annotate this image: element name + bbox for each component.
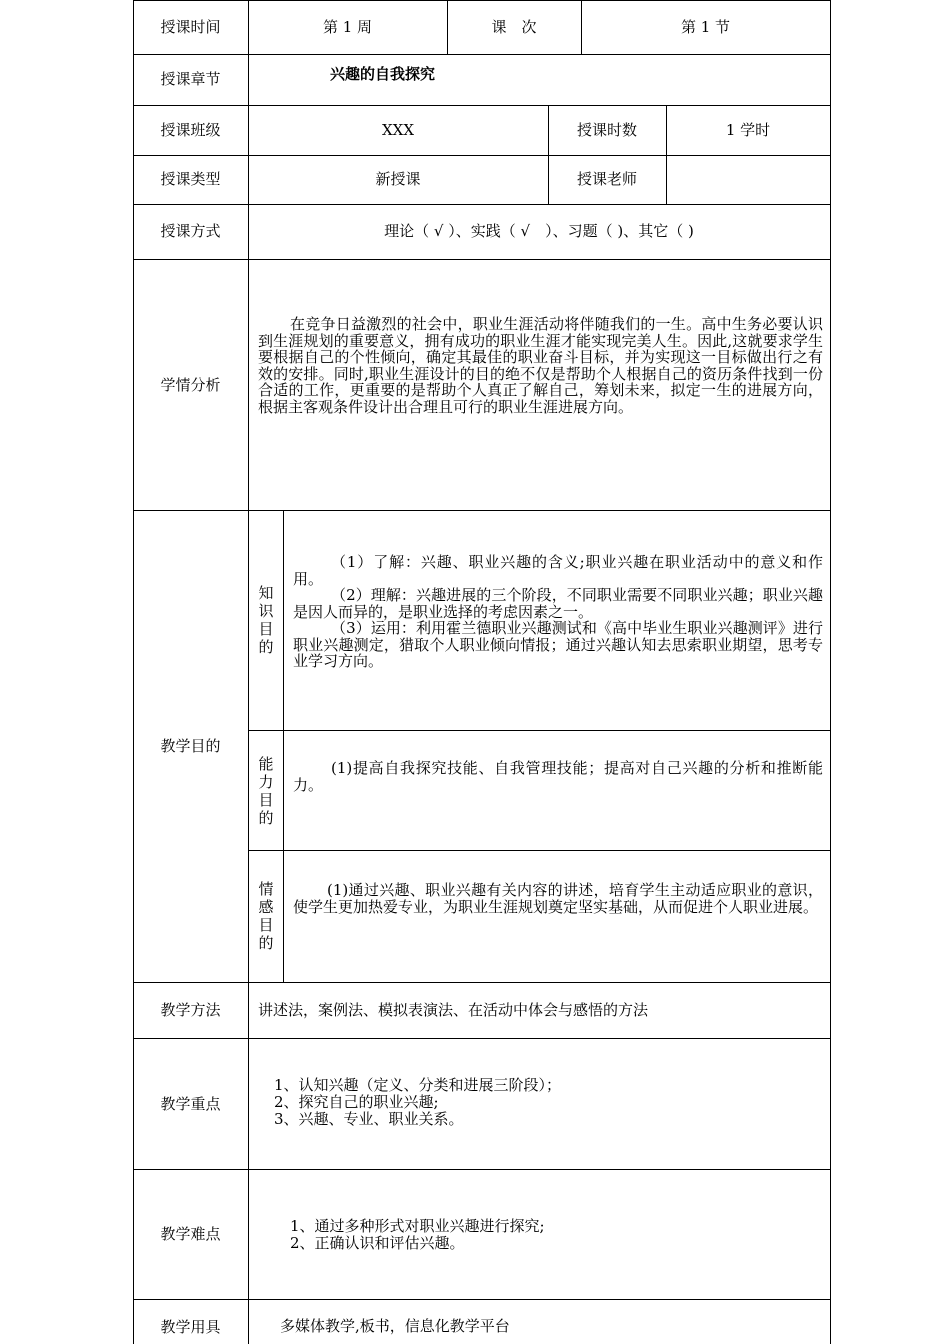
sublabel-column-divider xyxy=(283,510,284,982)
table-border-left xyxy=(133,0,134,1344)
session-value: 第 1 节 xyxy=(680,18,731,36)
type-value: 新授课 xyxy=(375,170,421,188)
row-divider xyxy=(133,54,831,55)
key-point-item: 3、兴趣、专业、职业关系。 xyxy=(274,1110,464,1128)
label-goals: 教学目的 xyxy=(160,737,221,755)
cell-divider xyxy=(666,105,667,204)
label-type: 授课类型 xyxy=(160,170,221,188)
knowledge-goal-label: 知 识 目 的 xyxy=(258,584,274,656)
emotion-goal-label: 情 感 目 的 xyxy=(258,880,274,952)
tools-value: 多媒体教学,板书，信息化教学平台 xyxy=(280,1317,510,1335)
row-divider xyxy=(133,204,831,205)
knowledge-goal-item: （3）运用：利用霍兰德职业兴趣测试和《高中毕业生职业兴趣测评》进行职业兴趣测定，猎取个人职业倾向情报；通过兴趣认知去思索职业期望，思考专业学习方向。 xyxy=(293,619,823,670)
difficulties-list xyxy=(290,1218,545,1252)
key-point-item: 2、探究自己的职业兴趣; xyxy=(274,1093,439,1111)
difficulty-item: 2、正确认识和评估兴趣。 xyxy=(290,1234,465,1252)
analysis-text: 在竞争日益激烈的社会中，职业生涯活动将伴随我们的一生。高中生务必要认识到生涯规划的重要意义，拥有成功的职业生涯才能实现完美人生。因此,这就要求学生要根据自己的个性倾向，确定其最佳的职业奋斗目标，并为实现这一目标做出行之有效的安排。同时,职业生涯设计的目的绝不仅是帮助个人根据自己的资历条件找到一份合适的工作，更重要的是帮助个人真正了解自己，筹划未来，拟定一生的进展方向，根据主客观条件设计出合理且可行的职业生涯进展方向。 xyxy=(258,315,823,416)
row-divider xyxy=(133,982,831,983)
label-teach-method: 教学方法 xyxy=(160,1001,221,1019)
label-hours: 授课时数 xyxy=(576,121,637,139)
row-divider xyxy=(133,259,831,260)
ability-goal-label: 能 力 目 的 xyxy=(258,755,274,827)
row-divider xyxy=(133,105,831,106)
teach-method-value: 讲述法，案例法、模拟表演法、在活动中体会与感悟的方法 xyxy=(258,1001,649,1019)
row-divider xyxy=(133,1038,831,1039)
label-chapter: 授课章节 xyxy=(160,70,221,88)
knowledge-goal-item: （1）了解：兴趣、职业兴趣的含义;职业兴趣在职业活动中的意义和作用。 xyxy=(293,553,823,588)
table-border-top xyxy=(133,0,831,1)
emotion-goal-text: (1)通过兴趣、职业兴趣有关内容的讲述，培育学生主动适应职业的意识，使学生更加热爱专业，为职业生涯规划奠定坚实基础，从而促进个人职业进展。 xyxy=(293,881,823,916)
label-method: 授课方式 xyxy=(160,222,221,240)
row-divider xyxy=(133,155,831,156)
row-divider xyxy=(133,1299,831,1300)
row-divider xyxy=(248,730,831,731)
label-session: 课 次 xyxy=(491,18,537,36)
row-divider xyxy=(133,1169,831,1170)
week-value: 第 1 周 xyxy=(322,18,373,36)
key-point-item: 1、认知兴趣（定义、分类和进展三阶段）； xyxy=(274,1076,562,1094)
row-divider xyxy=(133,510,831,511)
method-value: 理论（ √ ）、实践（ √ ）、习题（ )、其它（ ) xyxy=(384,222,694,240)
knowledge-goal-item: （2）理解：兴趣进展的三个阶段，不同职业需要不同职业兴趣；职业兴趣是因人而异的，是职业选择的考虑因素之一。 xyxy=(293,586,823,621)
label-class: 授课班级 xyxy=(160,121,221,139)
table-border-right xyxy=(830,0,831,1344)
chapter-title: 兴趣的自我探究 xyxy=(330,65,436,83)
ability-goal-text: (1)提高自我探究技能、自我管理技能；提高对自己兴趣的分析和推断能力。 xyxy=(293,759,823,794)
label-time: 授课时间 xyxy=(160,18,221,36)
label-difficulties: 教学难点 xyxy=(160,1225,221,1243)
hours-value: 1 学时 xyxy=(725,121,771,139)
label-teacher: 授课老师 xyxy=(576,170,637,188)
knowledge-goal-list xyxy=(293,554,823,670)
label-key-points: 教学重点 xyxy=(160,1095,221,1113)
cell-divider xyxy=(548,105,549,204)
label-column-divider xyxy=(248,0,249,1344)
label-analysis: 学情分析 xyxy=(160,376,221,394)
key-points-list xyxy=(274,1077,561,1128)
label-tools: 教学用具 xyxy=(160,1318,221,1336)
class-value: XXX xyxy=(381,121,415,139)
row-divider xyxy=(248,850,831,851)
difficulty-item: 1、通过多种形式对职业兴趣进行探究; xyxy=(290,1217,545,1235)
